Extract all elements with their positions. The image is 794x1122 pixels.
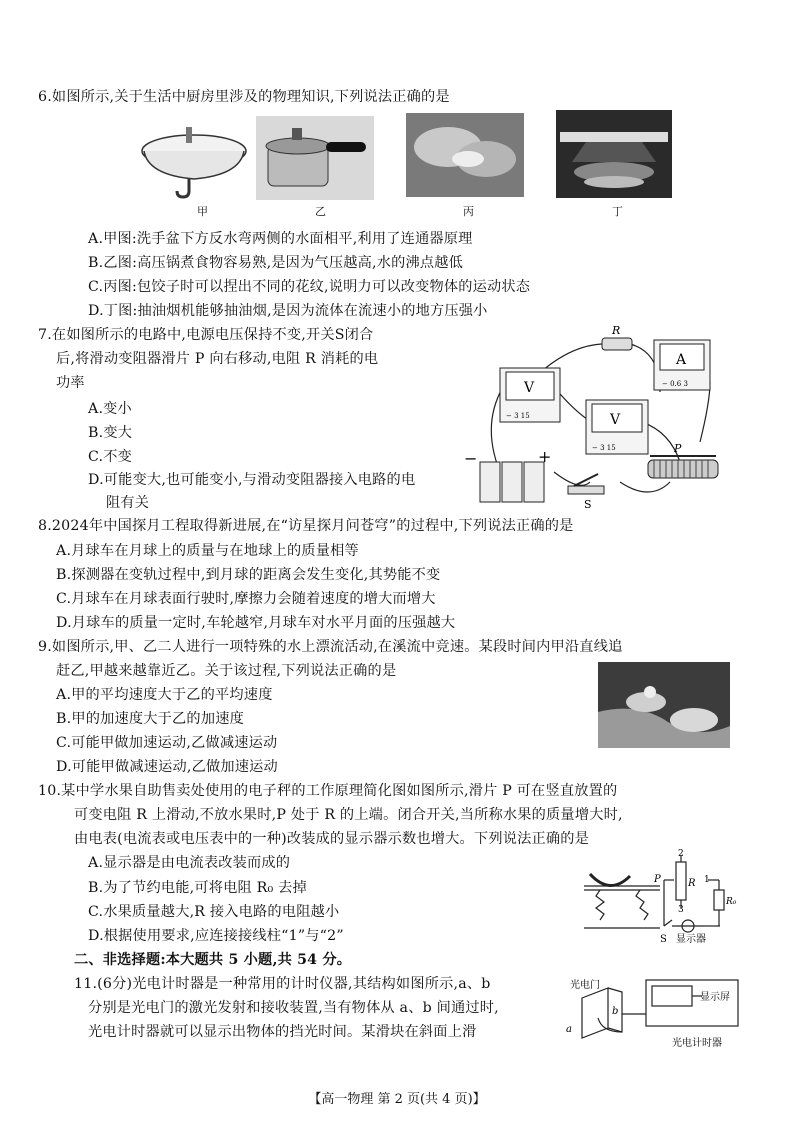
q10-option-b: B.为了节约电能,可将电阻 R₀ 去掉 bbox=[88, 880, 307, 896]
dumpling-hands-image bbox=[406, 113, 524, 197]
q8-stem: 8.2024年中国探月工程取得新进展,在“访星探月问苍穹”的过程中,下列说法正确的是 bbox=[38, 518, 574, 534]
q7-ammeter-scale: − 0.6 3 bbox=[662, 380, 688, 388]
q10-terminal-2: 2 bbox=[678, 849, 684, 859]
q7-v2-scale: − 3 15 bbox=[592, 444, 616, 452]
q10-option-a: A.显示器是由电流表改装而成的 bbox=[88, 855, 291, 871]
pressure-cooker-image bbox=[256, 116, 374, 200]
caption-bing: 丙 bbox=[463, 205, 474, 218]
q11-line2: 分别是光电门的激光发射和接收装置,当有物体从 a、b 间通过时, bbox=[88, 1000, 499, 1016]
q8-option-c: C.月球车在月球表面行驶时,摩擦力会随着速度的增大而增大 bbox=[56, 591, 436, 607]
q9-stem-line1: 9.如图所示,甲、乙二人进行一项特殊的水上漂流活动,在溪流中竞速。某段时间内甲沿直线追 bbox=[38, 639, 623, 655]
q6-option-b: B.乙图:高压锅煮食物容易熟,是因为气压越高,水的沸点越低 bbox=[88, 255, 464, 271]
q7-option-d-cont: 阻有关 bbox=[106, 495, 150, 511]
q10-stem-line3: 由电表(电流表或电压表中的一种)改装成的显示器示数也增大。下列说法正确的是 bbox=[74, 831, 590, 847]
q7-label-p: P bbox=[674, 442, 682, 455]
q7-label-r: R bbox=[612, 324, 621, 337]
q6-option-c: C.丙图:包饺子时可以捏出不同的花纹,说明力可以改变物体的运动状态 bbox=[88, 279, 531, 295]
caption-yi: 乙 bbox=[315, 205, 326, 218]
q10-stem-line1: 10.某中学水果自助售卖处使用的电子秤的工作原理简化图如图所示,滑片 P 可在竖直放置的 bbox=[38, 783, 618, 799]
q11-line1: 11.(6分)光电计时器是一种常用的计时仪器,其结构如图所示,a、b bbox=[74, 976, 491, 992]
q7-option-c: C.不变 bbox=[88, 449, 133, 465]
q7-option-a: A.变小 bbox=[88, 401, 132, 417]
q10-scale-circuit bbox=[580, 849, 740, 948]
q8-option-d: D.月球车的质量一定时,车轮越窄,月球车对水平月面的压强越大 bbox=[56, 615, 456, 631]
q9-option-d: D.可能甲做减速运动,乙做加速运动 bbox=[56, 759, 278, 775]
q7-label-minus: − bbox=[464, 449, 478, 468]
q10-option-d: D.根据使用要求,应连接接线柱“1”与“2” bbox=[88, 928, 344, 944]
q10-label-p: P bbox=[654, 874, 661, 885]
q7-label-a: A bbox=[676, 352, 687, 368]
q11-label-screen: 显示屏 bbox=[700, 992, 730, 1003]
q10-label-r: R bbox=[688, 878, 696, 889]
q7-stem-line3: 功率 bbox=[56, 375, 85, 391]
q8-option-b: B.探测器在变轨过程中,到月球的距离会发生变化,其势能不变 bbox=[56, 567, 441, 583]
q7-stem-line2: 后,将滑动变阻器滑片 P 向右移动,电阻 R 消耗的电 bbox=[56, 351, 379, 367]
q10-label-r0: R₀ bbox=[726, 897, 737, 907]
page-footer: 【高一物理 第 2 页(共 4 页)】 bbox=[308, 1092, 486, 1107]
q7-stem-line1: 7.在如图所示的电路中,电源电压保持不变,开关S闭合 bbox=[38, 327, 374, 343]
q6-stem: 6.如图所示,关于生活中厨房里涉及的物理知识,下列说法正确的是 bbox=[38, 89, 450, 105]
q11-line3: 光电计时器就可以显示出物体的挡光时间。某滑块在斜面上滑 bbox=[88, 1024, 477, 1040]
caption-ding: 丁 bbox=[612, 205, 623, 218]
q7-v1-scale: − 3 15 bbox=[506, 412, 530, 420]
section-2-heading: 二、非选择题:本大题共 5 小题,共 54 分。 bbox=[74, 952, 352, 968]
q7-label-s: S bbox=[584, 498, 592, 511]
q9-option-b: B.甲的加速度大于乙的加速度 bbox=[56, 711, 244, 727]
q10-option-c: C.水果质量越大,R 接入电路的电阻越小 bbox=[88, 904, 340, 920]
q7-label-v2: V bbox=[610, 412, 621, 428]
range-hood-image bbox=[556, 110, 672, 198]
q10-terminal-1: 1 bbox=[704, 875, 710, 885]
q7-option-d: D.可能变大,也可能变小,与滑动变阻器接入电路的电 bbox=[88, 472, 416, 488]
q10-terminal-3: 3 bbox=[678, 905, 684, 915]
q9-option-a: A.甲的平均速度大于乙的平均速度 bbox=[56, 687, 273, 703]
q7-option-b: B.变大 bbox=[88, 425, 133, 441]
q8-option-a: A.月球车在月球上的质量与在地球上的质量相等 bbox=[56, 543, 359, 559]
q7-label-v1: V bbox=[524, 380, 535, 396]
rafting-photo bbox=[598, 662, 730, 748]
q10-label-s: S bbox=[660, 934, 667, 945]
q9-option-c: C.可能甲做加速运动,乙做减速运动 bbox=[56, 735, 278, 751]
q9-stem-line2: 赶乙,甲越来越靠近乙。关于该过程,下列说法正确的是 bbox=[56, 663, 397, 679]
q11-photogate-figure bbox=[562, 974, 742, 1054]
sink-image bbox=[136, 113, 256, 201]
q6-option-a: A.甲图:洗手盆下方反水弯两侧的水面相平,利用了连通器原理 bbox=[88, 231, 473, 247]
q11-label-gate: 光电门 bbox=[570, 980, 600, 991]
q11-label-a: a bbox=[566, 1024, 572, 1035]
q6-option-d: D.丁图:抽油烟机能够抽油烟,是因为流体在流速小的地方压强小 bbox=[88, 303, 488, 319]
q11-label-timer: 光电计时器 bbox=[672, 1038, 722, 1049]
caption-jia: 甲 bbox=[197, 205, 208, 218]
q10-label-display: 显示器 bbox=[676, 934, 706, 945]
q10-stem-line2: 可变电阻 R 上滑动,不放水果时,P 处于 R 的上端。闭合开关,当所称水果的质量增大时, bbox=[74, 807, 623, 823]
q11-label-b: b bbox=[612, 1006, 619, 1017]
q7-circuit-figure bbox=[464, 322, 730, 512]
q7-label-plus: + bbox=[538, 447, 552, 466]
